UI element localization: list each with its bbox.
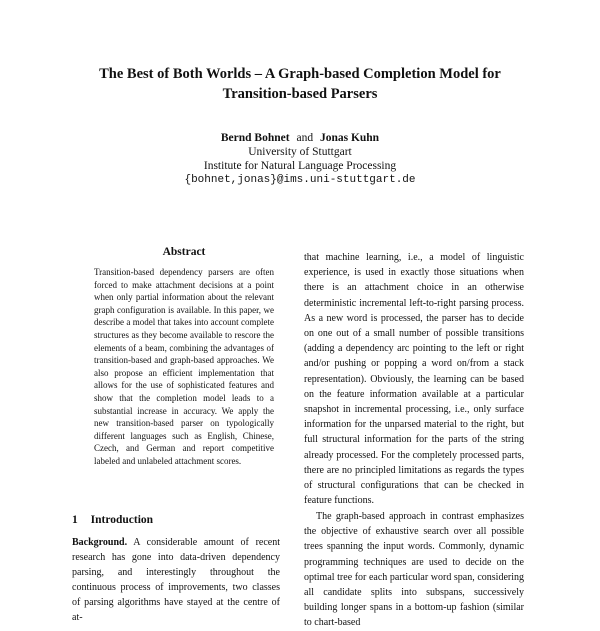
affiliation-institute: Institute for Natural Language Processing (203, 160, 397, 172)
author-1: Bernd Bohnet (220, 132, 290, 144)
affiliation-university: University of Stuttgart (248, 146, 352, 158)
right-column-paragraph-2: The graph-based approach in contrast emphasizes the objective of exhaustive search over all possible trees spanning the input words. Commonly, dynamic programming techniques are used to decide on the optimal tree for each particular word span, considering all candidate splits into subspans, successively building longer spans in a bottom-up fashion (similar to chart-based (304, 511, 524, 629)
introduction-text: A considerable amount of recent research has gone into data-driven dependency parsing, and interestingly throughout the continuous process of improvements, two classes of parsing algorithms have stayed at the centre of at- (72, 537, 281, 623)
paper-title (60, 64, 540, 104)
abstract-text: Transition-based dependency parsers are often forced to make attachment decisions at a point when only partial information about the relevant graph configuration is available. In this paper, we describe a model that takes into account complete structures as they become available to rescore the elements of a beam, combining the advantages of transition-based and graph-based approaches. We also propose an efficient implementation that allows for the use of sophisticated features and show that the completion model leads to a substantial increase in accuracy. We apply the new transition-based parser on typologically different languages such as English, Chinese, Czech, and German and report competitive labeled and unlabeled attachment scores. (94, 267, 274, 466)
section-heading-introduction (72, 514, 272, 526)
paper-title-line-2: Transition-based Parsers (222, 86, 378, 102)
section-title: Introduction (90, 514, 154, 526)
paragraph-lead: Background. (72, 537, 128, 548)
right-column-paragraph-1: that machine learning, i.e., a model of linguistic experience, is used in exactly those situations when there is an attachment choice in an otherwise deterministic incremental left-to-right parsing process. As a new word is processed, the parser has to decide on one out of a small number of possible transitions (adding a dependency arc pointing to the left or right and/or pushing or popping a word on/from a stack representation). Obviously, the learning can be based on the feature information available at a particular snapshot in incremental processing, i.e., only surface information for the unparsed material to the right, but full structural information for the parts of the string already processed. For the completely processed parts, there are no principled limitations as regards the types of structural configurations that can be checked in feature functions. (304, 252, 524, 507)
author-email: {bohnet,jonas}@ims.uni-stuttgart.de (184, 174, 416, 186)
author-2: Jonas Kuhn (319, 132, 380, 144)
section-number: 1 (72, 514, 78, 526)
author-conjunction: and (296, 132, 314, 144)
author-block (60, 131, 540, 187)
introduction-paragraph (72, 535, 280, 625)
author-names (60, 131, 540, 145)
abstract-heading: Abstract (162, 246, 206, 258)
paper-title-line-1: The Best of Both Worlds – A Graph-based Completion Model for (99, 66, 501, 82)
